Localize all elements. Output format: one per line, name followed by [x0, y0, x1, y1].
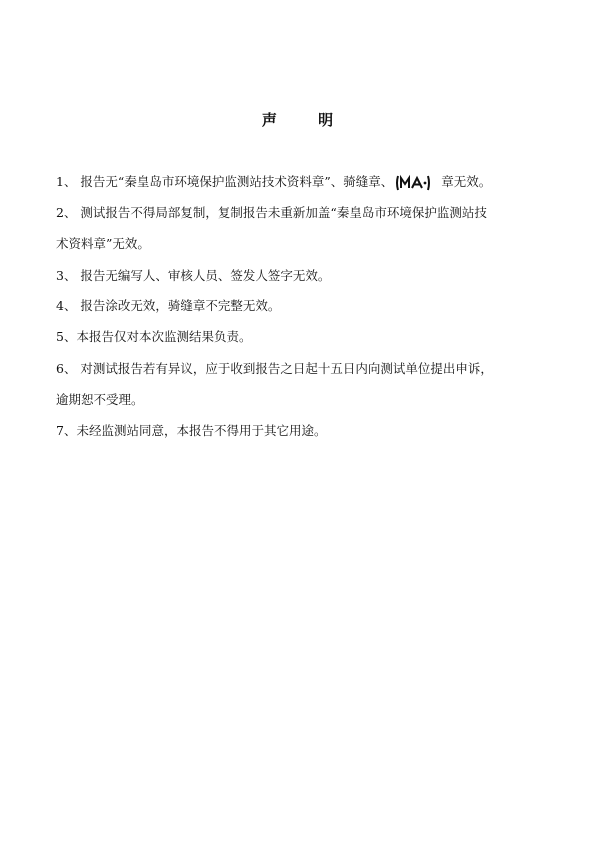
statement-item-1-text-a: 1、 报告无“秦皇岛市环境保护监测站技术资料章”、骑缝章、 [56, 174, 394, 189]
page-title: 声 明 [261, 111, 352, 129]
statement-item-5 [56, 324, 546, 350]
statement-item-6-line-2: 逾期恕不受理。 [56, 392, 144, 407]
statement-item-3 [56, 263, 546, 289]
statement-item-7-line-1: 7、未经监测站同意，本报告不得用于其它用途。 [56, 423, 327, 438]
statement-item-6-line-1: 6、 对测试报告若有异议，应于收到报告之日起十五日内向测试单位提出申诉， [56, 361, 493, 376]
statement-item-3-line-1: 3、 报告无编写人、审核人员、签发人签字无效。 [56, 268, 331, 283]
statement-item-1 [56, 169, 546, 195]
statement-item-4 [56, 293, 546, 319]
statement-item-6-continued [56, 387, 546, 413]
statement-item-2 [56, 200, 546, 226]
statement-item-6 [56, 356, 546, 382]
statement-item-1-text-b: 章无效。 [437, 174, 492, 189]
cma-seal-icon [395, 174, 431, 192]
statement-item-4-line-1: 4、 报告涂改无效，骑缝章不完整无效。 [56, 298, 281, 313]
statement-item-7 [56, 418, 546, 444]
statement-item-2-line-2: 术资料章”无效。 [56, 236, 150, 251]
statement-item-2-continued [56, 231, 546, 257]
statement-item-5-line-1: 5、本报告仅对本次监测结果负责。 [56, 329, 252, 344]
statement-item-2-line-1: 2、 测试报告不得局部复制，复制报告未重新加盖“秦皇岛市环境保护监测站技 [56, 205, 487, 220]
